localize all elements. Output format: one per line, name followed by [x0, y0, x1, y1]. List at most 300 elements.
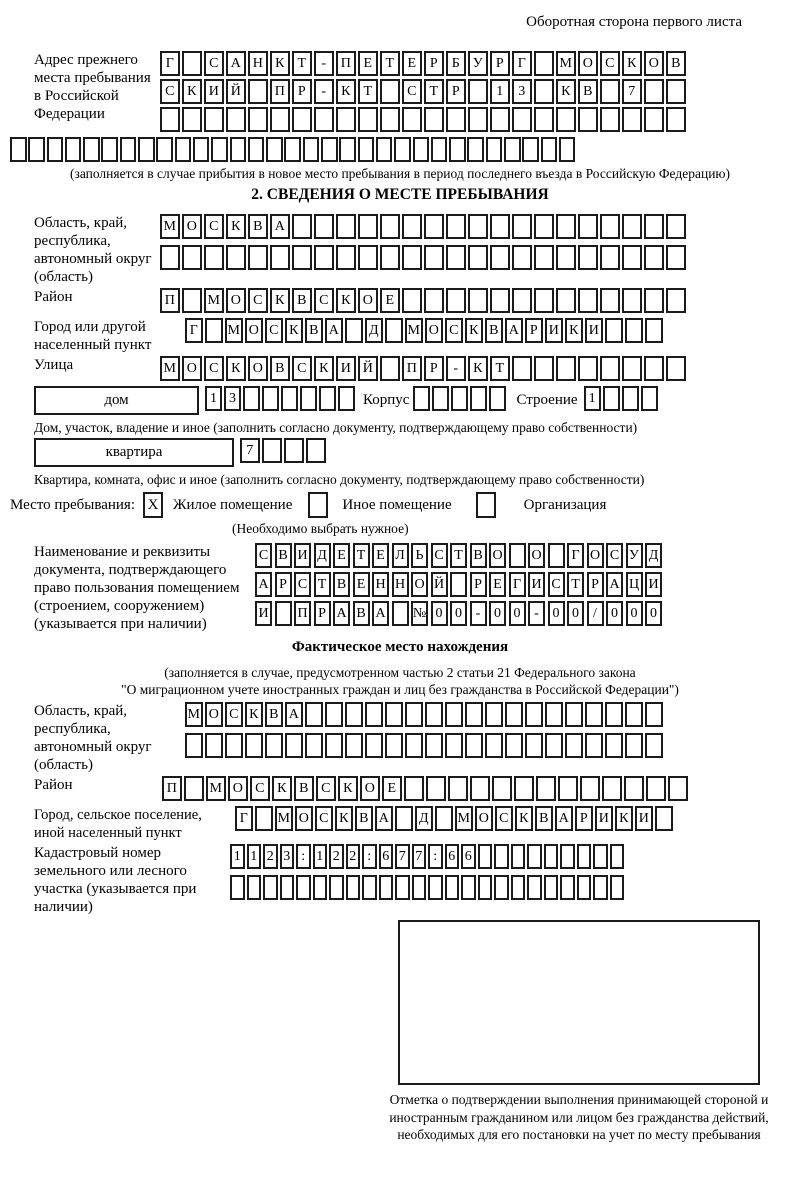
char-cell[interactable]: [625, 733, 643, 758]
char-cell[interactable]: 0: [489, 601, 506, 626]
char-cell[interactable]: 6: [445, 844, 460, 869]
char-cell[interactable]: [565, 733, 583, 758]
char-cell[interactable]: [380, 214, 400, 239]
char-cell[interactable]: [345, 318, 363, 343]
char-cell[interactable]: [560, 875, 575, 900]
char-cell[interactable]: О: [425, 318, 443, 343]
char-cell[interactable]: [666, 79, 686, 104]
char-cell[interactable]: Т: [292, 51, 312, 76]
char-cell[interactable]: [402, 107, 422, 132]
char-cell[interactable]: К: [245, 702, 263, 727]
char-cell[interactable]: [600, 288, 620, 313]
char-cell[interactable]: Л: [392, 543, 409, 568]
char-cell[interactable]: Г: [509, 572, 526, 597]
char-cell[interactable]: [402, 245, 422, 270]
char-cell[interactable]: Г: [185, 318, 203, 343]
char-cell[interactable]: №: [411, 601, 428, 626]
char-cell[interactable]: [622, 288, 642, 313]
char-cell[interactable]: [424, 107, 444, 132]
char-cell[interactable]: [413, 137, 430, 162]
char-cell[interactable]: Р: [424, 51, 444, 76]
char-cell[interactable]: Н: [372, 572, 389, 597]
char-cell[interactable]: О: [226, 288, 246, 313]
char-cell[interactable]: Т: [567, 572, 584, 597]
char-cell[interactable]: [624, 776, 644, 801]
char-cell[interactable]: 7: [622, 79, 642, 104]
char-cell[interactable]: [511, 844, 526, 869]
char-cell[interactable]: [230, 137, 247, 162]
char-cell[interactable]: [65, 137, 82, 162]
char-cell[interactable]: С: [204, 51, 224, 76]
char-cell[interactable]: [505, 733, 523, 758]
char-cell[interactable]: В: [292, 288, 312, 313]
char-cell[interactable]: С: [248, 288, 268, 313]
char-cell[interactable]: А: [333, 601, 350, 626]
char-cell[interactable]: 2: [346, 844, 361, 869]
char-cell[interactable]: [346, 875, 361, 900]
char-cell[interactable]: [470, 386, 487, 411]
char-cell[interactable]: [512, 107, 532, 132]
char-cell[interactable]: [544, 844, 559, 869]
char-cell[interactable]: [645, 733, 663, 758]
char-cell[interactable]: В: [275, 543, 292, 568]
char-cell[interactable]: [578, 245, 598, 270]
char-cell[interactable]: [525, 733, 543, 758]
char-cell[interactable]: [541, 137, 558, 162]
char-cell[interactable]: И: [255, 601, 272, 626]
char-cell[interactable]: [494, 844, 509, 869]
char-cell[interactable]: [577, 844, 592, 869]
char-cell[interactable]: Р: [525, 318, 543, 343]
char-cell[interactable]: А: [226, 51, 246, 76]
char-cell[interactable]: [605, 702, 623, 727]
char-cell[interactable]: [468, 79, 488, 104]
char-cell[interactable]: [625, 318, 643, 343]
char-cell[interactable]: :: [362, 844, 377, 869]
char-cell[interactable]: Т: [314, 572, 331, 597]
char-cell[interactable]: К: [285, 318, 303, 343]
char-cell[interactable]: [600, 79, 620, 104]
char-cell[interactable]: [314, 214, 334, 239]
char-cell[interactable]: К: [468, 356, 488, 381]
char-cell[interactable]: [336, 245, 356, 270]
char-cell[interactable]: С: [316, 776, 336, 801]
char-cell[interactable]: [402, 288, 422, 313]
char-cell[interactable]: [255, 806, 273, 831]
char-cell[interactable]: С: [294, 572, 311, 597]
char-cell[interactable]: С: [292, 356, 312, 381]
char-cell[interactable]: [101, 137, 118, 162]
char-cell[interactable]: [160, 107, 180, 132]
char-cell[interactable]: [600, 107, 620, 132]
char-cell[interactable]: К: [314, 356, 334, 381]
char-cell[interactable]: [319, 386, 336, 411]
char-cell[interactable]: [325, 733, 343, 758]
char-cell[interactable]: В: [265, 702, 283, 727]
char-cell[interactable]: [185, 733, 203, 758]
char-cell[interactable]: -: [446, 356, 466, 381]
char-cell[interactable]: [645, 318, 663, 343]
char-cell[interactable]: [336, 107, 356, 132]
char-cell[interactable]: [560, 844, 575, 869]
char-cell[interactable]: 0: [567, 601, 584, 626]
char-cell[interactable]: [666, 107, 686, 132]
char-cell[interactable]: [446, 214, 466, 239]
char-cell[interactable]: [230, 875, 245, 900]
char-cell[interactable]: [600, 356, 620, 381]
char-cell[interactable]: 0: [431, 601, 448, 626]
char-cell[interactable]: И: [545, 318, 563, 343]
char-cell[interactable]: [321, 137, 338, 162]
char-cell[interactable]: [545, 702, 563, 727]
char-cell[interactable]: [578, 107, 598, 132]
char-cell[interactable]: О: [295, 806, 313, 831]
char-cell[interactable]: [431, 137, 448, 162]
char-cell[interactable]: [325, 702, 343, 727]
char-cell[interactable]: С: [402, 79, 422, 104]
char-cell[interactable]: [534, 51, 554, 76]
char-cell[interactable]: [243, 386, 260, 411]
char-cell[interactable]: [394, 137, 411, 162]
char-cell[interactable]: К: [338, 776, 358, 801]
char-cell[interactable]: В: [666, 51, 686, 76]
char-cell[interactable]: [492, 776, 512, 801]
char-cell[interactable]: [270, 245, 290, 270]
char-cell[interactable]: [448, 776, 468, 801]
char-cell[interactable]: Т: [450, 543, 467, 568]
char-cell[interactable]: [558, 776, 578, 801]
char-cell[interactable]: А: [505, 318, 523, 343]
char-cell[interactable]: [622, 386, 639, 411]
char-cell[interactable]: [336, 214, 356, 239]
char-cell[interactable]: М: [405, 318, 423, 343]
char-cell[interactable]: [468, 214, 488, 239]
char-cell[interactable]: Р: [587, 572, 604, 597]
char-cell[interactable]: К: [515, 806, 533, 831]
char-cell[interactable]: [666, 356, 686, 381]
char-cell[interactable]: Н: [392, 572, 409, 597]
char-cell[interactable]: [525, 702, 543, 727]
char-cell[interactable]: Д: [365, 318, 383, 343]
char-cell[interactable]: :: [296, 844, 311, 869]
char-cell[interactable]: [585, 733, 603, 758]
char-cell[interactable]: -: [470, 601, 487, 626]
char-cell[interactable]: [385, 702, 403, 727]
char-cell[interactable]: [248, 79, 268, 104]
char-cell[interactable]: С: [250, 776, 270, 801]
char-cell[interactable]: [490, 214, 510, 239]
char-cell[interactable]: [275, 601, 292, 626]
char-cell[interactable]: К: [182, 79, 202, 104]
char-cell[interactable]: М: [185, 702, 203, 727]
char-cell[interactable]: К: [226, 356, 246, 381]
char-cell[interactable]: [204, 245, 224, 270]
char-cell[interactable]: Е: [372, 543, 389, 568]
char-cell[interactable]: И: [645, 572, 662, 597]
char-cell[interactable]: [263, 875, 278, 900]
char-cell[interactable]: [160, 245, 180, 270]
char-cell[interactable]: Й: [358, 356, 378, 381]
char-cell[interactable]: [655, 806, 673, 831]
char-cell[interactable]: С: [225, 702, 243, 727]
char-cell[interactable]: Й: [226, 79, 246, 104]
char-cell[interactable]: [445, 702, 463, 727]
char-cell[interactable]: С: [431, 543, 448, 568]
char-cell[interactable]: [468, 107, 488, 132]
char-cell[interactable]: [600, 245, 620, 270]
char-cell[interactable]: [284, 137, 301, 162]
char-cell[interactable]: [205, 733, 223, 758]
char-cell[interactable]: [266, 137, 283, 162]
char-cell[interactable]: А: [555, 806, 573, 831]
char-cell[interactable]: Г: [160, 51, 180, 76]
char-cell[interactable]: [490, 288, 510, 313]
char-cell[interactable]: [329, 875, 344, 900]
char-cell[interactable]: Р: [575, 806, 593, 831]
char-cell[interactable]: [478, 844, 493, 869]
char-cell[interactable]: [184, 776, 204, 801]
char-cell[interactable]: [494, 875, 509, 900]
char-cell[interactable]: [522, 137, 539, 162]
char-cell[interactable]: В: [305, 318, 323, 343]
char-cell[interactable]: А: [325, 318, 343, 343]
char-cell[interactable]: [470, 776, 490, 801]
char-cell[interactable]: [28, 137, 45, 162]
char-cell[interactable]: [644, 79, 664, 104]
char-cell[interactable]: 2: [263, 844, 278, 869]
char-cell[interactable]: 0: [548, 601, 565, 626]
char-cell[interactable]: [512, 288, 532, 313]
char-cell[interactable]: Б: [446, 51, 466, 76]
char-cell[interactable]: [358, 245, 378, 270]
char-cell[interactable]: [465, 733, 483, 758]
char-cell[interactable]: Е: [358, 51, 378, 76]
char-cell[interactable]: [450, 572, 467, 597]
char-cell[interactable]: П: [270, 79, 290, 104]
char-cell[interactable]: В: [248, 214, 268, 239]
char-cell[interactable]: [534, 245, 554, 270]
char-cell[interactable]: [358, 214, 378, 239]
char-cell[interactable]: [449, 137, 466, 162]
char-cell[interactable]: С: [445, 318, 463, 343]
char-cell[interactable]: [424, 214, 444, 239]
char-cell[interactable]: К: [226, 214, 246, 239]
char-cell[interactable]: [405, 733, 423, 758]
char-cell[interactable]: [404, 776, 424, 801]
char-cell[interactable]: Е: [382, 776, 402, 801]
char-cell[interactable]: Н: [248, 51, 268, 76]
char-cell[interactable]: И: [336, 356, 356, 381]
char-cell[interactable]: [485, 733, 503, 758]
char-cell[interactable]: Е: [402, 51, 422, 76]
char-cell[interactable]: 1: [230, 844, 245, 869]
char-cell[interactable]: В: [353, 601, 370, 626]
char-cell[interactable]: Й: [431, 572, 448, 597]
char-cell[interactable]: [395, 806, 413, 831]
char-cell[interactable]: [534, 79, 554, 104]
char-cell[interactable]: [578, 288, 598, 313]
char-cell[interactable]: [534, 107, 554, 132]
char-cell[interactable]: [428, 875, 443, 900]
char-cell[interactable]: [593, 875, 608, 900]
char-cell[interactable]: [580, 776, 600, 801]
char-cell[interactable]: У: [626, 543, 643, 568]
char-cell[interactable]: [345, 702, 363, 727]
char-cell[interactable]: [644, 107, 664, 132]
char-cell[interactable]: [559, 137, 576, 162]
char-cell[interactable]: [380, 79, 400, 104]
char-cell[interactable]: А: [372, 601, 389, 626]
char-cell[interactable]: Р: [446, 79, 466, 104]
char-cell[interactable]: Д: [415, 806, 433, 831]
char-cell[interactable]: С: [315, 806, 333, 831]
char-cell[interactable]: П: [336, 51, 356, 76]
char-cell[interactable]: [175, 137, 192, 162]
char-cell[interactable]: -: [314, 51, 334, 76]
char-cell[interactable]: И: [585, 318, 603, 343]
char-cell[interactable]: [262, 438, 282, 463]
char-cell[interactable]: [556, 356, 576, 381]
char-cell[interactable]: [485, 702, 503, 727]
char-cell[interactable]: [644, 356, 664, 381]
char-cell[interactable]: А: [270, 214, 290, 239]
char-cell[interactable]: [600, 214, 620, 239]
char-cell[interactable]: [527, 875, 542, 900]
char-cell[interactable]: [313, 875, 328, 900]
char-cell[interactable]: [296, 875, 311, 900]
char-cell[interactable]: [666, 288, 686, 313]
char-cell[interactable]: [622, 356, 642, 381]
char-cell[interactable]: [644, 245, 664, 270]
char-cell[interactable]: [605, 733, 623, 758]
char-cell[interactable]: [83, 137, 100, 162]
char-cell[interactable]: К: [565, 318, 583, 343]
char-cell[interactable]: [446, 245, 466, 270]
char-cell[interactable]: В: [578, 79, 598, 104]
char-cell[interactable]: [468, 288, 488, 313]
char-cell[interactable]: Т: [424, 79, 444, 104]
char-cell[interactable]: /: [587, 601, 604, 626]
char-cell[interactable]: [625, 702, 643, 727]
char-cell[interactable]: [300, 386, 317, 411]
char-cell[interactable]: 1: [584, 386, 601, 411]
char-cell[interactable]: М: [206, 776, 226, 801]
char-cell[interactable]: П: [162, 776, 182, 801]
char-cell[interactable]: [577, 875, 592, 900]
char-cell[interactable]: О: [358, 288, 378, 313]
char-cell[interactable]: [509, 543, 526, 568]
char-cell[interactable]: [666, 245, 686, 270]
char-cell[interactable]: [270, 107, 290, 132]
char-cell[interactable]: О: [248, 356, 268, 381]
char-cell[interactable]: [668, 776, 688, 801]
char-cell[interactable]: С: [204, 214, 224, 239]
char-cell[interactable]: [512, 214, 532, 239]
char-cell[interactable]: 3: [280, 844, 295, 869]
char-cell[interactable]: С: [160, 79, 180, 104]
char-cell[interactable]: [292, 245, 312, 270]
char-cell[interactable]: 3: [512, 79, 532, 104]
char-cell[interactable]: [534, 356, 554, 381]
char-cell[interactable]: [292, 107, 312, 132]
char-cell[interactable]: [380, 356, 400, 381]
char-cell[interactable]: Е: [489, 572, 506, 597]
checkbox-residential[interactable]: X: [143, 492, 163, 518]
char-cell[interactable]: А: [606, 572, 623, 597]
char-cell[interactable]: [138, 137, 155, 162]
char-cell[interactable]: 0: [645, 601, 662, 626]
char-cell[interactable]: О: [489, 543, 506, 568]
char-cell[interactable]: [345, 733, 363, 758]
char-cell[interactable]: [426, 776, 446, 801]
char-cell[interactable]: К: [335, 806, 353, 831]
char-cell[interactable]: [435, 806, 453, 831]
char-cell[interactable]: Р: [292, 79, 312, 104]
char-cell[interactable]: [306, 438, 326, 463]
char-cell[interactable]: [451, 386, 468, 411]
char-cell[interactable]: [445, 733, 463, 758]
char-cell[interactable]: О: [228, 776, 248, 801]
char-cell[interactable]: О: [644, 51, 664, 76]
char-cell[interactable]: П: [294, 601, 311, 626]
char-cell[interactable]: К: [465, 318, 483, 343]
char-cell[interactable]: [446, 288, 466, 313]
char-cell[interactable]: [413, 386, 430, 411]
char-cell[interactable]: К: [556, 79, 576, 104]
char-cell[interactable]: [534, 288, 554, 313]
char-cell[interactable]: 2: [329, 844, 344, 869]
char-cell[interactable]: Т: [358, 79, 378, 104]
char-cell[interactable]: 1: [205, 386, 222, 411]
char-cell[interactable]: [644, 214, 664, 239]
char-cell[interactable]: Р: [490, 51, 510, 76]
char-cell[interactable]: [412, 875, 427, 900]
char-cell[interactable]: К: [272, 776, 292, 801]
char-cell[interactable]: Т: [490, 356, 510, 381]
char-cell[interactable]: К: [615, 806, 633, 831]
char-cell[interactable]: С: [314, 288, 334, 313]
char-cell[interactable]: Е: [333, 543, 350, 568]
char-cell[interactable]: 7: [240, 438, 260, 463]
char-cell[interactable]: [514, 776, 534, 801]
char-cell[interactable]: М: [275, 806, 293, 831]
char-cell[interactable]: [358, 107, 378, 132]
char-cell[interactable]: [610, 844, 625, 869]
char-cell[interactable]: [247, 875, 262, 900]
char-cell[interactable]: Ь: [411, 543, 428, 568]
char-cell[interactable]: [120, 137, 137, 162]
char-cell[interactable]: К: [336, 288, 356, 313]
char-cell[interactable]: Г: [512, 51, 532, 76]
char-cell[interactable]: [556, 288, 576, 313]
char-cell[interactable]: [225, 733, 243, 758]
char-cell[interactable]: -: [528, 601, 545, 626]
char-cell[interactable]: [424, 245, 444, 270]
char-cell[interactable]: О: [411, 572, 428, 597]
char-cell[interactable]: [425, 702, 443, 727]
char-cell[interactable]: В: [355, 806, 373, 831]
char-cell[interactable]: М: [160, 214, 180, 239]
char-cell[interactable]: [478, 875, 493, 900]
char-cell[interactable]: [156, 137, 173, 162]
char-cell[interactable]: 1: [490, 79, 510, 104]
char-cell[interactable]: 1: [313, 844, 328, 869]
char-cell[interactable]: [446, 107, 466, 132]
char-cell[interactable]: [527, 844, 542, 869]
char-cell[interactable]: [303, 137, 320, 162]
char-cell[interactable]: :: [428, 844, 443, 869]
char-cell[interactable]: [490, 245, 510, 270]
